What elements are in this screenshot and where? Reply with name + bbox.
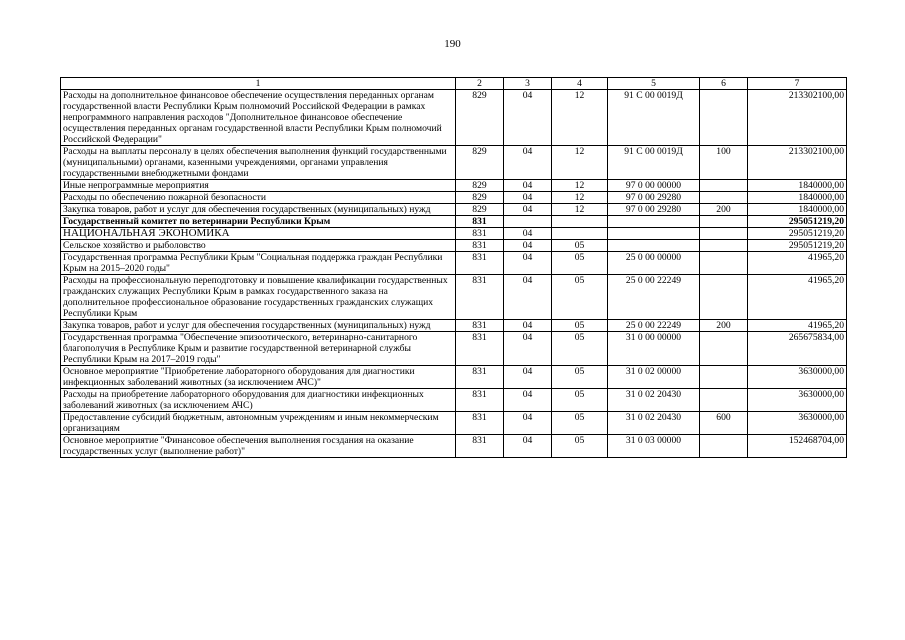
- subsection-code-cell: [552, 228, 608, 240]
- target-article-cell: [608, 216, 700, 228]
- table-row: [61, 332, 847, 366]
- table-row: [61, 412, 847, 435]
- subsection-code-cell: 05: [552, 275, 608, 320]
- ministry-code-cell: 829: [456, 204, 504, 216]
- expense-name-cell: Основное мероприятие "Приобретение лабораторного оборудования для диагностики инфекционных заболеваний животных (за исключением АЧС)": [61, 366, 456, 389]
- subsection-code-cell: [552, 216, 608, 228]
- target-article-cell: 97 0 00 29280: [608, 204, 700, 216]
- expense-name-cell: Закупка товаров, работ и услуг для обеспечения государственных (муниципальных) нужд: [61, 320, 456, 332]
- expense-type-cell: [700, 228, 748, 240]
- expense-type-cell: [700, 252, 748, 275]
- expense-name-cell: Основное мероприятие "Финансовое обеспечения выполнения госздания на оказание государственных услуг (выполнение работ)": [61, 435, 456, 458]
- amount-cell: 3630000,00: [748, 389, 847, 412]
- expense-name-cell: Предоставление субсидий бюджетным, автономным учреждениям и иным некоммерческим организациям: [61, 412, 456, 435]
- ministry-code-cell: 831: [456, 412, 504, 435]
- expense-name-cell: Государственная программа "Обеспечение эпизоотического, ветеринарно-санитарного благополучия в Республике Крым и развитие государственной ветеринарной службы Республики Крым на 2017–2019 годы": [61, 332, 456, 366]
- ministry-code-cell: 829: [456, 192, 504, 204]
- target-article-cell: [608, 240, 700, 252]
- column-header: 5: [608, 78, 700, 90]
- table-row: [61, 146, 847, 180]
- ministry-code-cell: 829: [456, 146, 504, 180]
- amount-cell: 1840000,00: [748, 192, 847, 204]
- subsection-code-cell: 05: [552, 332, 608, 366]
- budget-table: [60, 77, 847, 458]
- table-row: [61, 240, 847, 252]
- table-row: [61, 275, 847, 320]
- amount-cell: 265675834,00: [748, 332, 847, 366]
- section-code-cell: 04: [504, 192, 552, 204]
- target-article-cell: 31 0 02 20430: [608, 412, 700, 435]
- target-article-cell: 91 С 00 0019Д: [608, 90, 700, 146]
- table-row: [61, 435, 847, 458]
- table-row: [61, 216, 847, 228]
- subsection-code-cell: 12: [552, 192, 608, 204]
- ministry-code-cell: 831: [456, 216, 504, 228]
- section-code-cell: 04: [504, 389, 552, 412]
- ministry-code-cell: 831: [456, 366, 504, 389]
- table-row: [61, 389, 847, 412]
- amount-cell: 41965,20: [748, 320, 847, 332]
- target-article-cell: 25 0 00 22249: [608, 320, 700, 332]
- amount-cell: 213302100,00: [748, 90, 847, 146]
- header-row: [61, 78, 847, 90]
- expense-type-cell: [700, 332, 748, 366]
- subsection-code-cell: 12: [552, 90, 608, 146]
- section-code-cell: 04: [504, 412, 552, 435]
- target-article-cell: [608, 228, 700, 240]
- expense-name-cell: Расходы по обеспечению пожарной безопасности: [61, 192, 456, 204]
- ministry-code-cell: 831: [456, 228, 504, 240]
- table-row: [61, 204, 847, 216]
- subsection-code-cell: 05: [552, 240, 608, 252]
- subsection-code-cell: 05: [552, 435, 608, 458]
- ministry-code-cell: 831: [456, 332, 504, 366]
- subsection-code-cell: 05: [552, 320, 608, 332]
- target-article-cell: 25 0 00 00000: [608, 252, 700, 275]
- column-header: 4: [552, 78, 608, 90]
- expense-type-cell: [700, 366, 748, 389]
- target-article-cell: 31 0 02 20430: [608, 389, 700, 412]
- amount-cell: 3630000,00: [748, 366, 847, 389]
- subsection-code-cell: 12: [552, 204, 608, 216]
- table-body: [61, 90, 847, 458]
- column-header: 3: [504, 78, 552, 90]
- expense-type-cell: 600: [700, 412, 748, 435]
- ministry-code-cell: 831: [456, 435, 504, 458]
- amount-cell: 295051219,20: [748, 228, 847, 240]
- section-code-cell: 04: [504, 180, 552, 192]
- section-code-cell: 04: [504, 146, 552, 180]
- table-row: [61, 180, 847, 192]
- amount-cell: 41965,20: [748, 252, 847, 275]
- table-row: [61, 192, 847, 204]
- column-header: 2: [456, 78, 504, 90]
- ministry-code-cell: 829: [456, 90, 504, 146]
- ministry-code-cell: 831: [456, 252, 504, 275]
- expense-name-cell: НАЦИОНАЛЬНАЯ ЭКОНОМИКА: [61, 228, 456, 240]
- expense-type-cell: [700, 90, 748, 146]
- section-code-cell: 04: [504, 435, 552, 458]
- section-code-cell: [504, 216, 552, 228]
- target-article-cell: 25 0 00 22249: [608, 275, 700, 320]
- section-code-cell: 04: [504, 228, 552, 240]
- table-row: [61, 228, 847, 240]
- expense-name-cell: Расходы на приобретение лабораторного оборудования для диагностики инфекционных заболеваний животных (за исключением АЧС): [61, 389, 456, 412]
- table-row: [61, 320, 847, 332]
- subsection-code-cell: 12: [552, 180, 608, 192]
- section-code-cell: 04: [504, 332, 552, 366]
- expense-name-cell: Расходы на выплаты персоналу в целях обеспечения выполнения функций государственными (муниципальными) органами, казенными учреждениями, органами управления государственными внебюджетными фондами: [61, 146, 456, 180]
- expense-name-cell: Расходы на дополнительное финансовое обеспечение осуществления переданных органам государственной власти Республики Крым полномочий Российской Федерации в рамках непрограммного направления расходов "Дополнительное финансовое обеспечение осуществления переданных органам государственной власти Республики Крым полномочий Российской Федерации": [61, 90, 456, 146]
- section-code-cell: 04: [504, 240, 552, 252]
- page-number: 190: [444, 38, 461, 50]
- expense-type-cell: [700, 192, 748, 204]
- section-code-cell: 04: [504, 204, 552, 216]
- target-article-cell: 97 0 00 29280: [608, 192, 700, 204]
- subsection-code-cell: 05: [552, 252, 608, 275]
- amount-cell: 295051219,20: [748, 240, 847, 252]
- expense-name-cell: Государственный комитет по ветеринарии Республики Крым: [61, 216, 456, 228]
- expense-type-cell: [700, 435, 748, 458]
- column-header: 7: [748, 78, 847, 90]
- amount-cell: 3630000,00: [748, 412, 847, 435]
- target-article-cell: 97 0 00 00000: [608, 180, 700, 192]
- subsection-code-cell: 05: [552, 412, 608, 435]
- expense-type-cell: 100: [700, 146, 748, 180]
- amount-cell: 295051219,20: [748, 216, 847, 228]
- expense-type-cell: [700, 216, 748, 228]
- expense-type-cell: [700, 275, 748, 320]
- subsection-code-cell: 05: [552, 366, 608, 389]
- target-article-cell: 91 С 00 0019Д: [608, 146, 700, 180]
- expense-name-cell: Иные непрограммные мероприятия: [61, 180, 456, 192]
- expense-type-cell: [700, 240, 748, 252]
- expense-name-cell: Расходы на профессиональную переподготовку и повышение квалификации государственных гражданских служащих Республики Крым в рамках государственного заказа на дополнительное профессиональное образование государственных гражданских служащих Республики Крым: [61, 275, 456, 320]
- target-article-cell: 31 0 03 00000: [608, 435, 700, 458]
- ministry-code-cell: 829: [456, 180, 504, 192]
- target-article-cell: 31 0 02 00000: [608, 366, 700, 389]
- ministry-code-cell: 831: [456, 389, 504, 412]
- table-row: [61, 252, 847, 275]
- subsection-code-cell: 12: [552, 146, 608, 180]
- ministry-code-cell: 831: [456, 320, 504, 332]
- section-code-cell: 04: [504, 366, 552, 389]
- expense-type-cell: 200: [700, 204, 748, 216]
- amount-cell: 41965,20: [748, 275, 847, 320]
- amount-cell: 213302100,00: [748, 146, 847, 180]
- column-header: 1: [61, 78, 456, 90]
- table-row: [61, 90, 847, 146]
- expense-name-cell: Сельское хозяйство и рыболовство: [61, 240, 456, 252]
- section-code-cell: 04: [504, 90, 552, 146]
- section-code-cell: 04: [504, 275, 552, 320]
- section-code-cell: 04: [504, 320, 552, 332]
- table-row: [61, 366, 847, 389]
- expense-type-cell: [700, 389, 748, 412]
- amount-cell: 1840000,00: [748, 204, 847, 216]
- column-header: 6: [700, 78, 748, 90]
- subsection-code-cell: 05: [552, 389, 608, 412]
- expense-name-cell: Закупка товаров, работ и услуг для обеспечения государственных (муниципальных) нужд: [61, 204, 456, 216]
- amount-cell: 1840000,00: [748, 180, 847, 192]
- section-code-cell: 04: [504, 252, 552, 275]
- amount-cell: 152468704,00: [748, 435, 847, 458]
- ministry-code-cell: 831: [456, 275, 504, 320]
- expense-type-cell: 200: [700, 320, 748, 332]
- target-article-cell: 31 0 00 00000: [608, 332, 700, 366]
- expense-name-cell: Государственная программа Республики Крым "Социальная поддержка граждан Республики Крым на 2015–2020 годы": [61, 252, 456, 275]
- expense-type-cell: [700, 180, 748, 192]
- ministry-code-cell: 831: [456, 240, 504, 252]
